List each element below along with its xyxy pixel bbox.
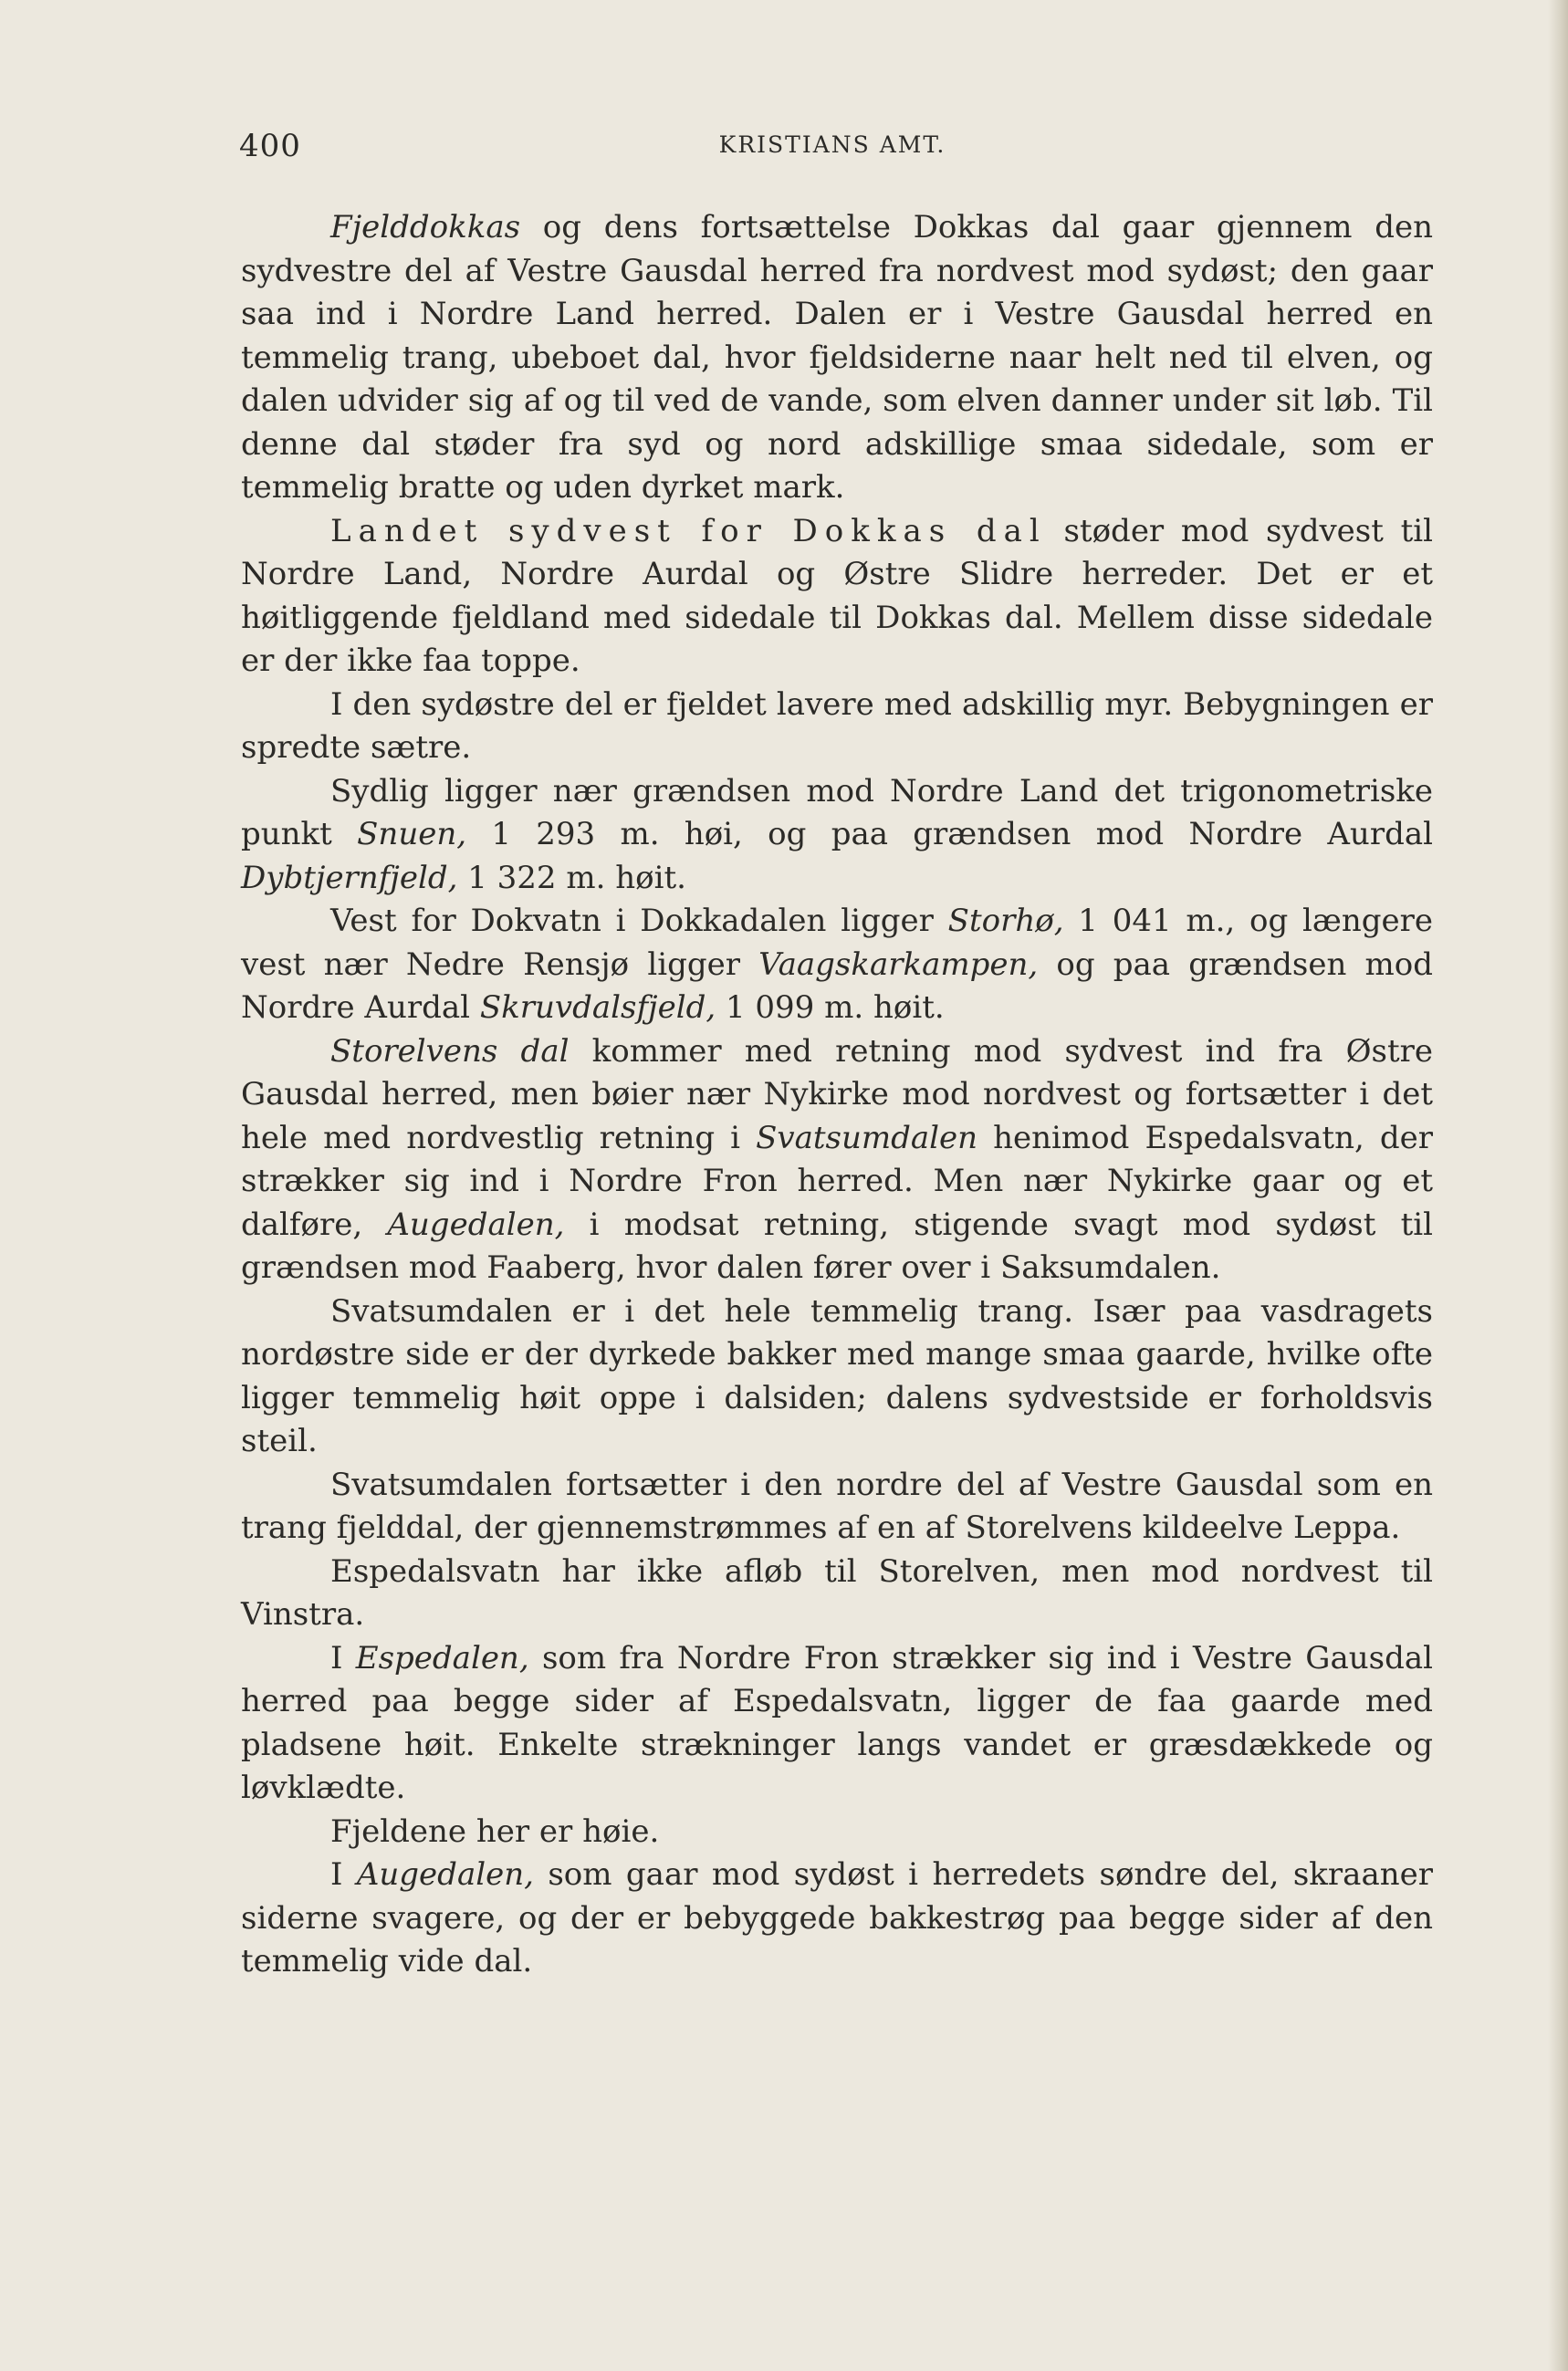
italic-term: Augedalen, (387, 1206, 565, 1243)
italic-term: Dybtjernfjeld, (241, 859, 458, 896)
page-body (241, 206, 1433, 1984)
page-number: 400 (239, 128, 301, 164)
paragraph-text: 1 293 m. høi, og paa grændsen mod Nordre Aurdal (466, 816, 1433, 852)
paragraph-sydlig (241, 770, 1433, 901)
italic-term: Vaagskarkampen, (758, 945, 1039, 983)
spaced-term: Landet sydvest for Dokkas dal (330, 512, 1047, 549)
page-edge-shadow (1548, 0, 1568, 2371)
paragraph-text: Svatsumdalen er i det hele temmelig trang. Især paa vasdragets nordøstre side er der dyrkede bakker med mange smaa gaarde, hvilke ofte ligger temmelig høit oppe i dalsiden; dalens sydvestside er forholdsvis steil. (241, 1292, 1433, 1459)
paragraph-text: som gaar mod sydøst i herredets søndre del, skraaner siderne svagere, og der er bebyggede bakkestrøg paa begge sider af den temmelig vide dal. (241, 1856, 1433, 1979)
italic-term: Svatsumdalen (756, 1119, 978, 1156)
paragraph-vest-for-dokvatn (241, 900, 1433, 1030)
italic-term: Storhø, (947, 903, 1064, 939)
paragraph-text: kommer med retning mod sydvest ind fra Østre Gausdal herred, men bøier nær Nykirke mod nordvest og fortsætter i det hele med nordvestlig retning i (241, 1032, 1433, 1156)
paragraph-text: støder mod sydvest til Nordre Land, Nordre Aurdal og Østre Slidre herreder. Det er et høitliggende fjeldland med sidedale til Dokkas dal. Mellem disse sidedale er der ikke faa toppe. (241, 512, 1433, 679)
paragraph-text: I (330, 1856, 357, 1893)
paragraph-text: I (330, 1639, 356, 1676)
paragraph-fjeldene (241, 1811, 1433, 1854)
paragraph-storelvens-dal (241, 1030, 1433, 1290)
paragraph-text: Vest for Dokvatn i Dokkadalen ligger (330, 903, 948, 939)
paragraph-text: Sydlig ligger nær grændsen mod Nordre Land det trigonometriske punkt (241, 772, 1433, 852)
paragraph-text: og paa grændsen mod Nordre Aurdal (241, 945, 1433, 1026)
italic-term: Augedalen, (356, 1856, 534, 1893)
italic-term: Storelvens dal (330, 1032, 570, 1070)
italic-term: Espedalen, (355, 1639, 529, 1676)
paragraph-text: 1 322 m. høit. (457, 859, 686, 896)
italic-term: Snuen, (357, 816, 467, 852)
italic-term: Skruvdalsfjeld, (479, 989, 716, 1026)
paragraph-text: Espedalsvatn har ikke afløb til Storelven, men mod nordvest til Vinstra. (241, 1552, 1433, 1633)
running-title: KRISTIANS AMT. (718, 131, 946, 158)
paragraph-text: 1 041 m., og længere vest nær Nedre Rensjø ligger (241, 903, 1433, 983)
paragraph-text: I den sydøstre del er fjeldet lavere med adskillig myr. Bebygningen er spredte sætre. (241, 685, 1433, 766)
paragraph-text: 1 099 m. høit. (716, 989, 945, 1026)
paragraph-fjelddokkas (241, 206, 1433, 510)
paragraph-text: i modsat retning, stigende svagt mod sydøst til grændsen mod Faaberg, hvor dalen fører over i Saksumdalen. (241, 1206, 1433, 1286)
italic-term: Fjelddokkas (330, 209, 521, 245)
paragraph-text: Fjeldene her er høie. (330, 1812, 660, 1850)
paragraph-sydostre-del (241, 684, 1433, 770)
page-header (239, 128, 1426, 168)
paragraph-augedalen (241, 1854, 1433, 1984)
paragraph-svatsumdalen-trang (241, 1290, 1433, 1464)
paragraph-landet-sydvest (241, 510, 1433, 684)
paragraph-espedalen (241, 1637, 1433, 1811)
paragraph-text: henimod Espedalsvatn, der strækker sig ind i Nordre Fron herred. Men nær Nykirke gaar og et dalføre, (241, 1119, 1433, 1243)
paragraph-text: som fra Nordre Fron strækker sig ind i Vestre Gausdal herred paa begge sider af Espedalsvatn, ligger de faa gaarde med pladsene høit. Enkelte strækninger langs vandet er græsdækkede og løvklædte. (241, 1639, 1433, 1806)
paragraph-text: og dens fortsættelse Dokkas dal gaar gjennem den sydvestre del af Vestre Gausdal herred fra nordvest mod sydøst; den gaar saa ind i Nordre Land herred. Dalen er i Vestre Gausdal herred en temmelig trang, ubeboet dal, hvor fjeldsiderne naar helt ned til elven, og dalen udvider sig af og til ved de vande, som elven danner under sit løb. Til denne dal støder fra syd og nord adskillige smaa sidedale, som er temmelig bratte og uden dyrket mark. (241, 209, 1433, 506)
paragraph-text: Svatsumdalen fortsætter i den nordre del af Vestre Gausdal som en trang fjelddal, der gjennemstrømmes af en af Storelvens kildeelve Leppa. (241, 1466, 1433, 1546)
paragraph-svatsumdalen-fortsaetter (241, 1464, 1433, 1551)
paragraph-espedalsvatn (241, 1551, 1433, 1637)
